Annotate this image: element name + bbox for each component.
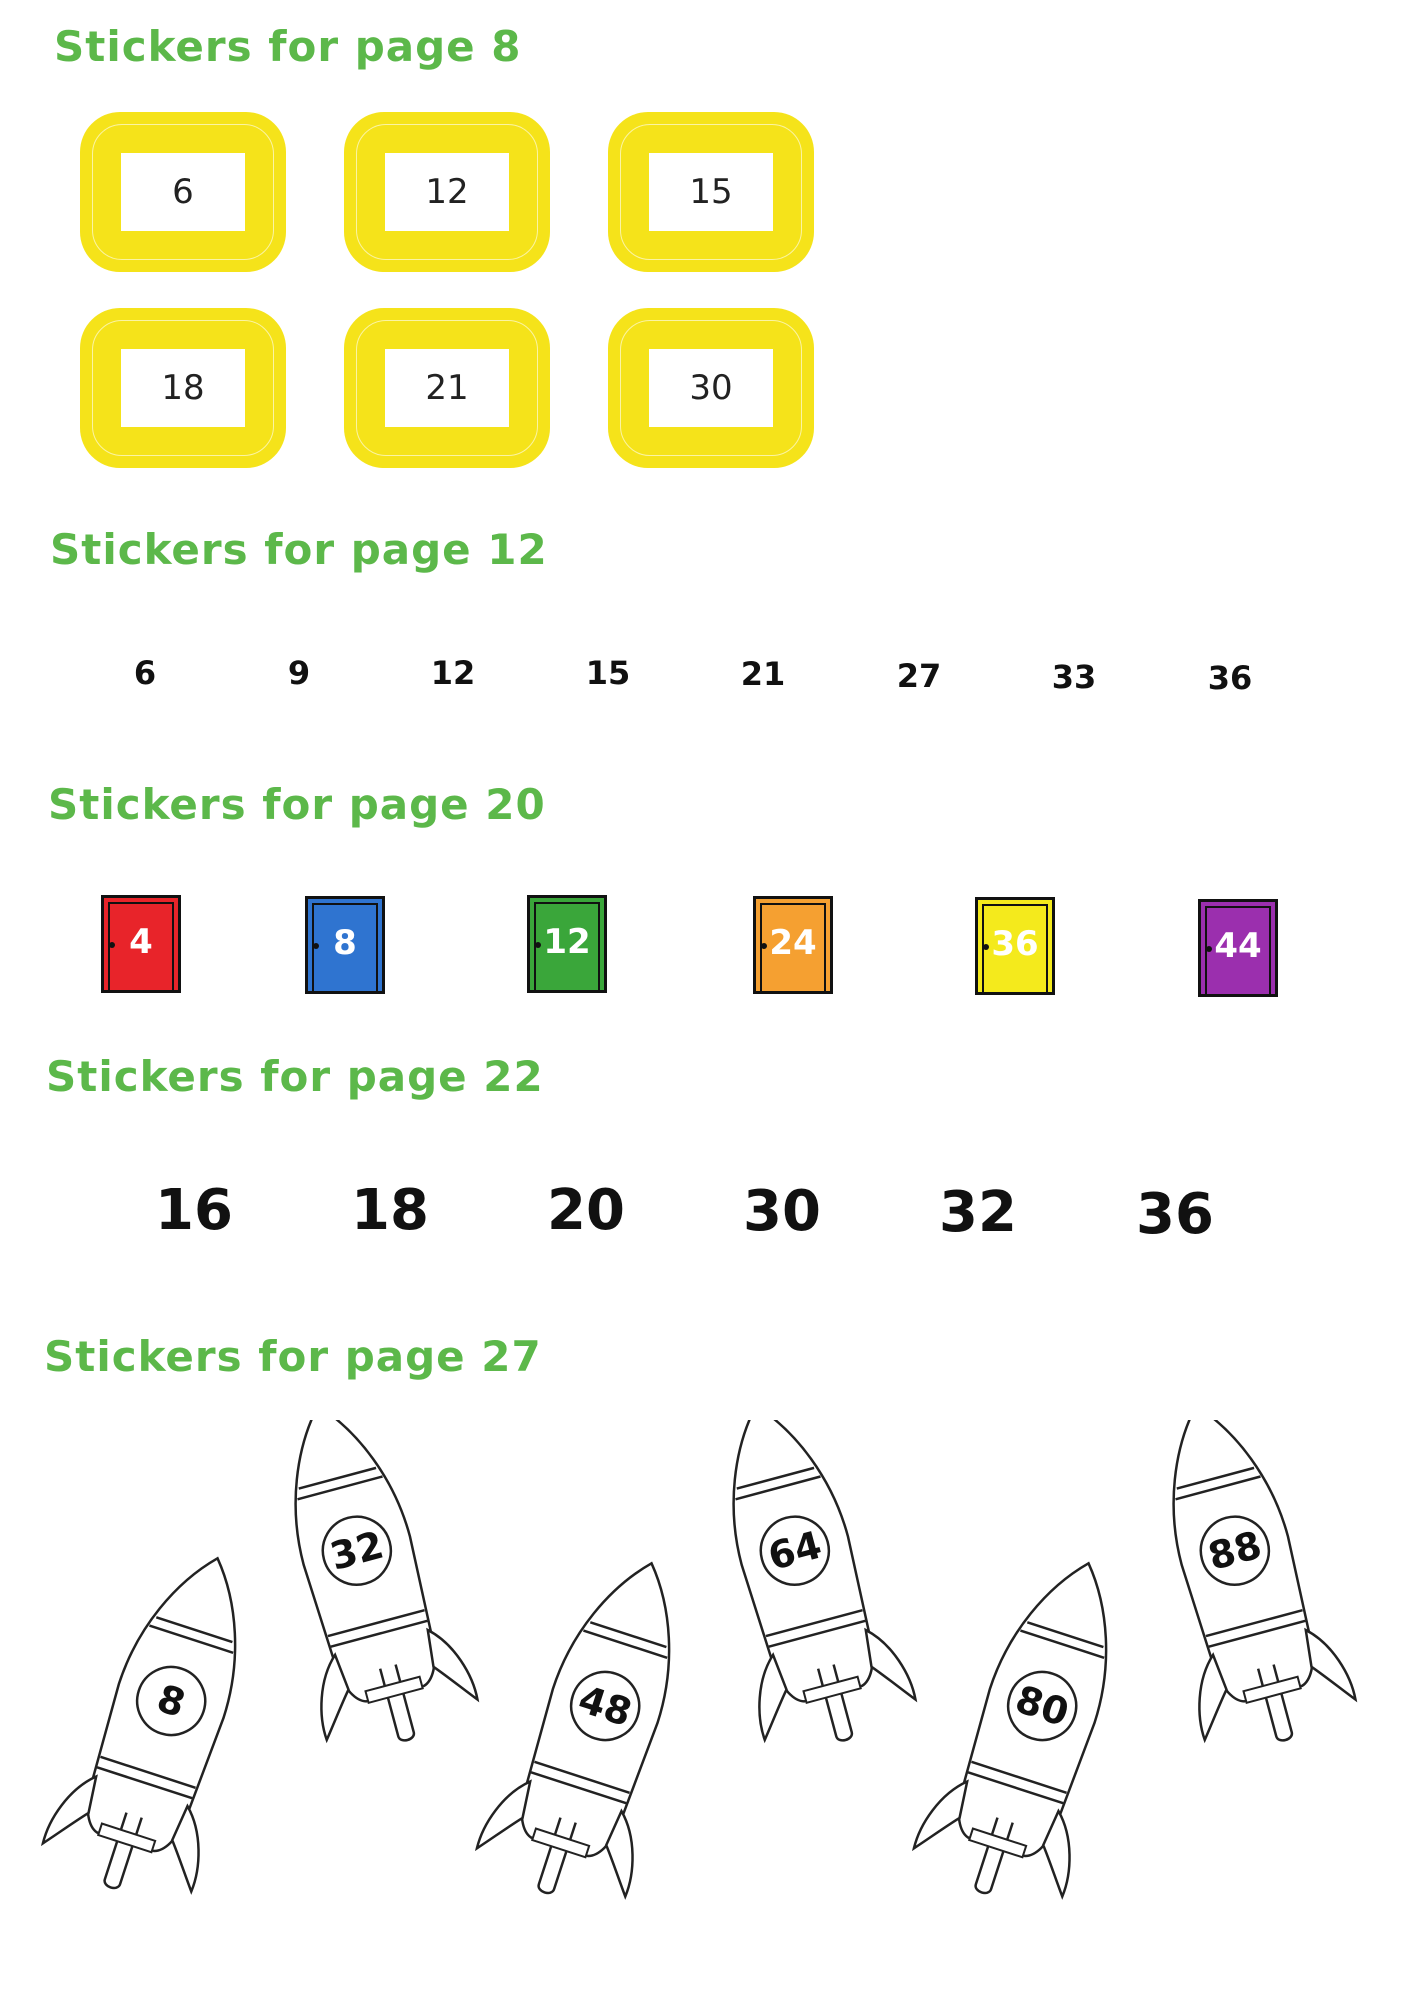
heading-page-27: Stickers for page 27 <box>44 1332 542 1381</box>
number-sticker[interactable]: 27 <box>896 657 942 695</box>
rocket-number: 88 <box>1203 1522 1267 1579</box>
number-sticker[interactable]: 20 <box>547 1178 625 1243</box>
rocket-number: 80 <box>1010 1676 1075 1736</box>
frame-sticker-number: 21 <box>385 349 509 427</box>
frame-sticker[interactable] <box>608 308 814 468</box>
frame-sticker[interactable] <box>80 112 286 272</box>
number-sticker[interactable]: 12 <box>430 654 476 692</box>
number-sticker[interactable]: 15 <box>585 654 631 692</box>
door-icon[interactable] <box>975 897 1055 995</box>
number-sticker[interactable]: 6 <box>133 654 157 692</box>
number-sticker[interactable]: 36 <box>1136 1182 1214 1247</box>
door-number: 36 <box>991 924 1039 964</box>
heading-page-12: Stickers for page 12 <box>50 525 548 574</box>
door-icon[interactable] <box>1198 899 1278 997</box>
number-sticker[interactable]: 30 <box>743 1179 821 1244</box>
rocket-number: 48 <box>573 1676 638 1736</box>
rocket-icon[interactable] <box>1120 1420 1361 1760</box>
rocket-icon[interactable] <box>470 1539 726 1916</box>
rocket-number: 32 <box>325 1522 389 1579</box>
number-sticker[interactable]: 33 <box>1051 658 1097 696</box>
frame-sticker-number: 30 <box>649 349 773 427</box>
rocket-icon[interactable] <box>36 1534 292 1911</box>
frame-sticker[interactable] <box>344 112 550 272</box>
rocket-number: 8 <box>151 1675 191 1726</box>
door-icon[interactable] <box>527 895 607 993</box>
heading-page-8: Stickers for page 8 <box>54 22 522 71</box>
door-icon[interactable] <box>753 896 833 994</box>
heading-page-22: Stickers for page 22 <box>46 1052 544 1101</box>
door-number: 12 <box>543 922 591 962</box>
frame-sticker[interactable] <box>80 308 286 468</box>
heading-page-20: Stickers for page 20 <box>48 780 546 829</box>
frame-sticker[interactable] <box>608 112 814 272</box>
number-sticker[interactable]: 21 <box>740 655 786 693</box>
number-sticker[interactable]: 32 <box>939 1180 1017 1245</box>
number-sticker[interactable]: 16 <box>155 1178 233 1243</box>
frame-sticker-number: 15 <box>649 153 773 231</box>
door-icon[interactable] <box>305 896 385 994</box>
door-number: 4 <box>129 922 153 962</box>
door-number: 8 <box>333 923 357 963</box>
rocket-icon[interactable] <box>242 1420 483 1760</box>
number-sticker[interactable]: 18 <box>351 1178 429 1243</box>
rocket-icon[interactable] <box>907 1539 1163 1916</box>
door-icon[interactable] <box>101 895 181 993</box>
rocket-icon[interactable] <box>680 1420 921 1760</box>
frame-sticker[interactable] <box>344 308 550 468</box>
number-sticker[interactable]: 9 <box>287 654 311 692</box>
number-sticker[interactable]: 36 <box>1207 659 1253 697</box>
rocket-number: 64 <box>763 1522 827 1579</box>
frame-sticker-number: 12 <box>385 153 509 231</box>
frame-sticker-number: 6 <box>121 153 245 231</box>
door-number: 24 <box>769 923 817 963</box>
door-number: 44 <box>1214 926 1262 966</box>
frame-sticker-number: 18 <box>121 349 245 427</box>
rockets-area <box>0 1420 1404 1920</box>
